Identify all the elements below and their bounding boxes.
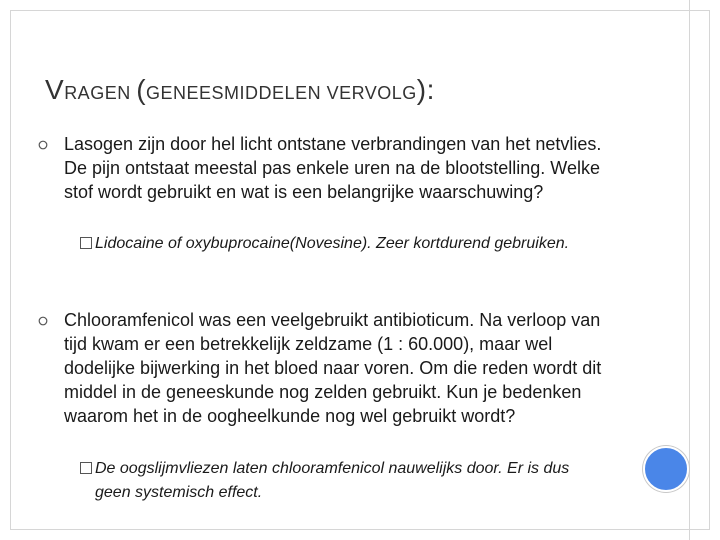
answer-bullet-icon [80, 462, 92, 474]
title-paren-open: ( [136, 74, 147, 105]
answer-text: Lidocaine of oxybuprocaine(Novesine). Zeer kortdurend gebruiken. [95, 235, 570, 252]
question-text: Lasogen zijn door hel licht ontstane verbrandingen van het netvlies. De pijn ontstaat meestal pas enkele uren na de blootstelling. Welke stof wordt gebruikt en wat is een belangrijke waarschuwing? [64, 134, 602, 202]
bullet-circle-icon [38, 140, 48, 150]
answer-bullet-icon [80, 237, 92, 249]
bullet-circle-icon [38, 316, 48, 326]
title-colon: : [426, 74, 435, 105]
title-word: RAGEN [64, 83, 137, 103]
side-divider-line [689, 0, 690, 540]
title-initial: V [45, 74, 65, 105]
title-paren-close: ) [416, 74, 427, 105]
slide-title [45, 74, 435, 106]
decorative-circle-icon [643, 446, 689, 492]
question-text: Chlooramfenicol was een veelgebruikt antibioticum. Na verloop van tijd kwam er een betrekkelijk zeldzame (1 : 60.000), maar wel dodelijke bijwerking in het bloed naar voren. Om die reden wordt dit middel in de geneeskunde nog zelden gebruikt. Kun je bedenken waarom het in de oogheelkunde nog wel gebruikt wordt? [64, 310, 602, 426]
title-subtopic: GENEESMIDDELEN VERVOLG [146, 83, 417, 103]
answer-text: De oogslijmvliezen laten chlooramfenicol nauwelijks door. Er is dus geen systemisch effect. [95, 460, 570, 501]
